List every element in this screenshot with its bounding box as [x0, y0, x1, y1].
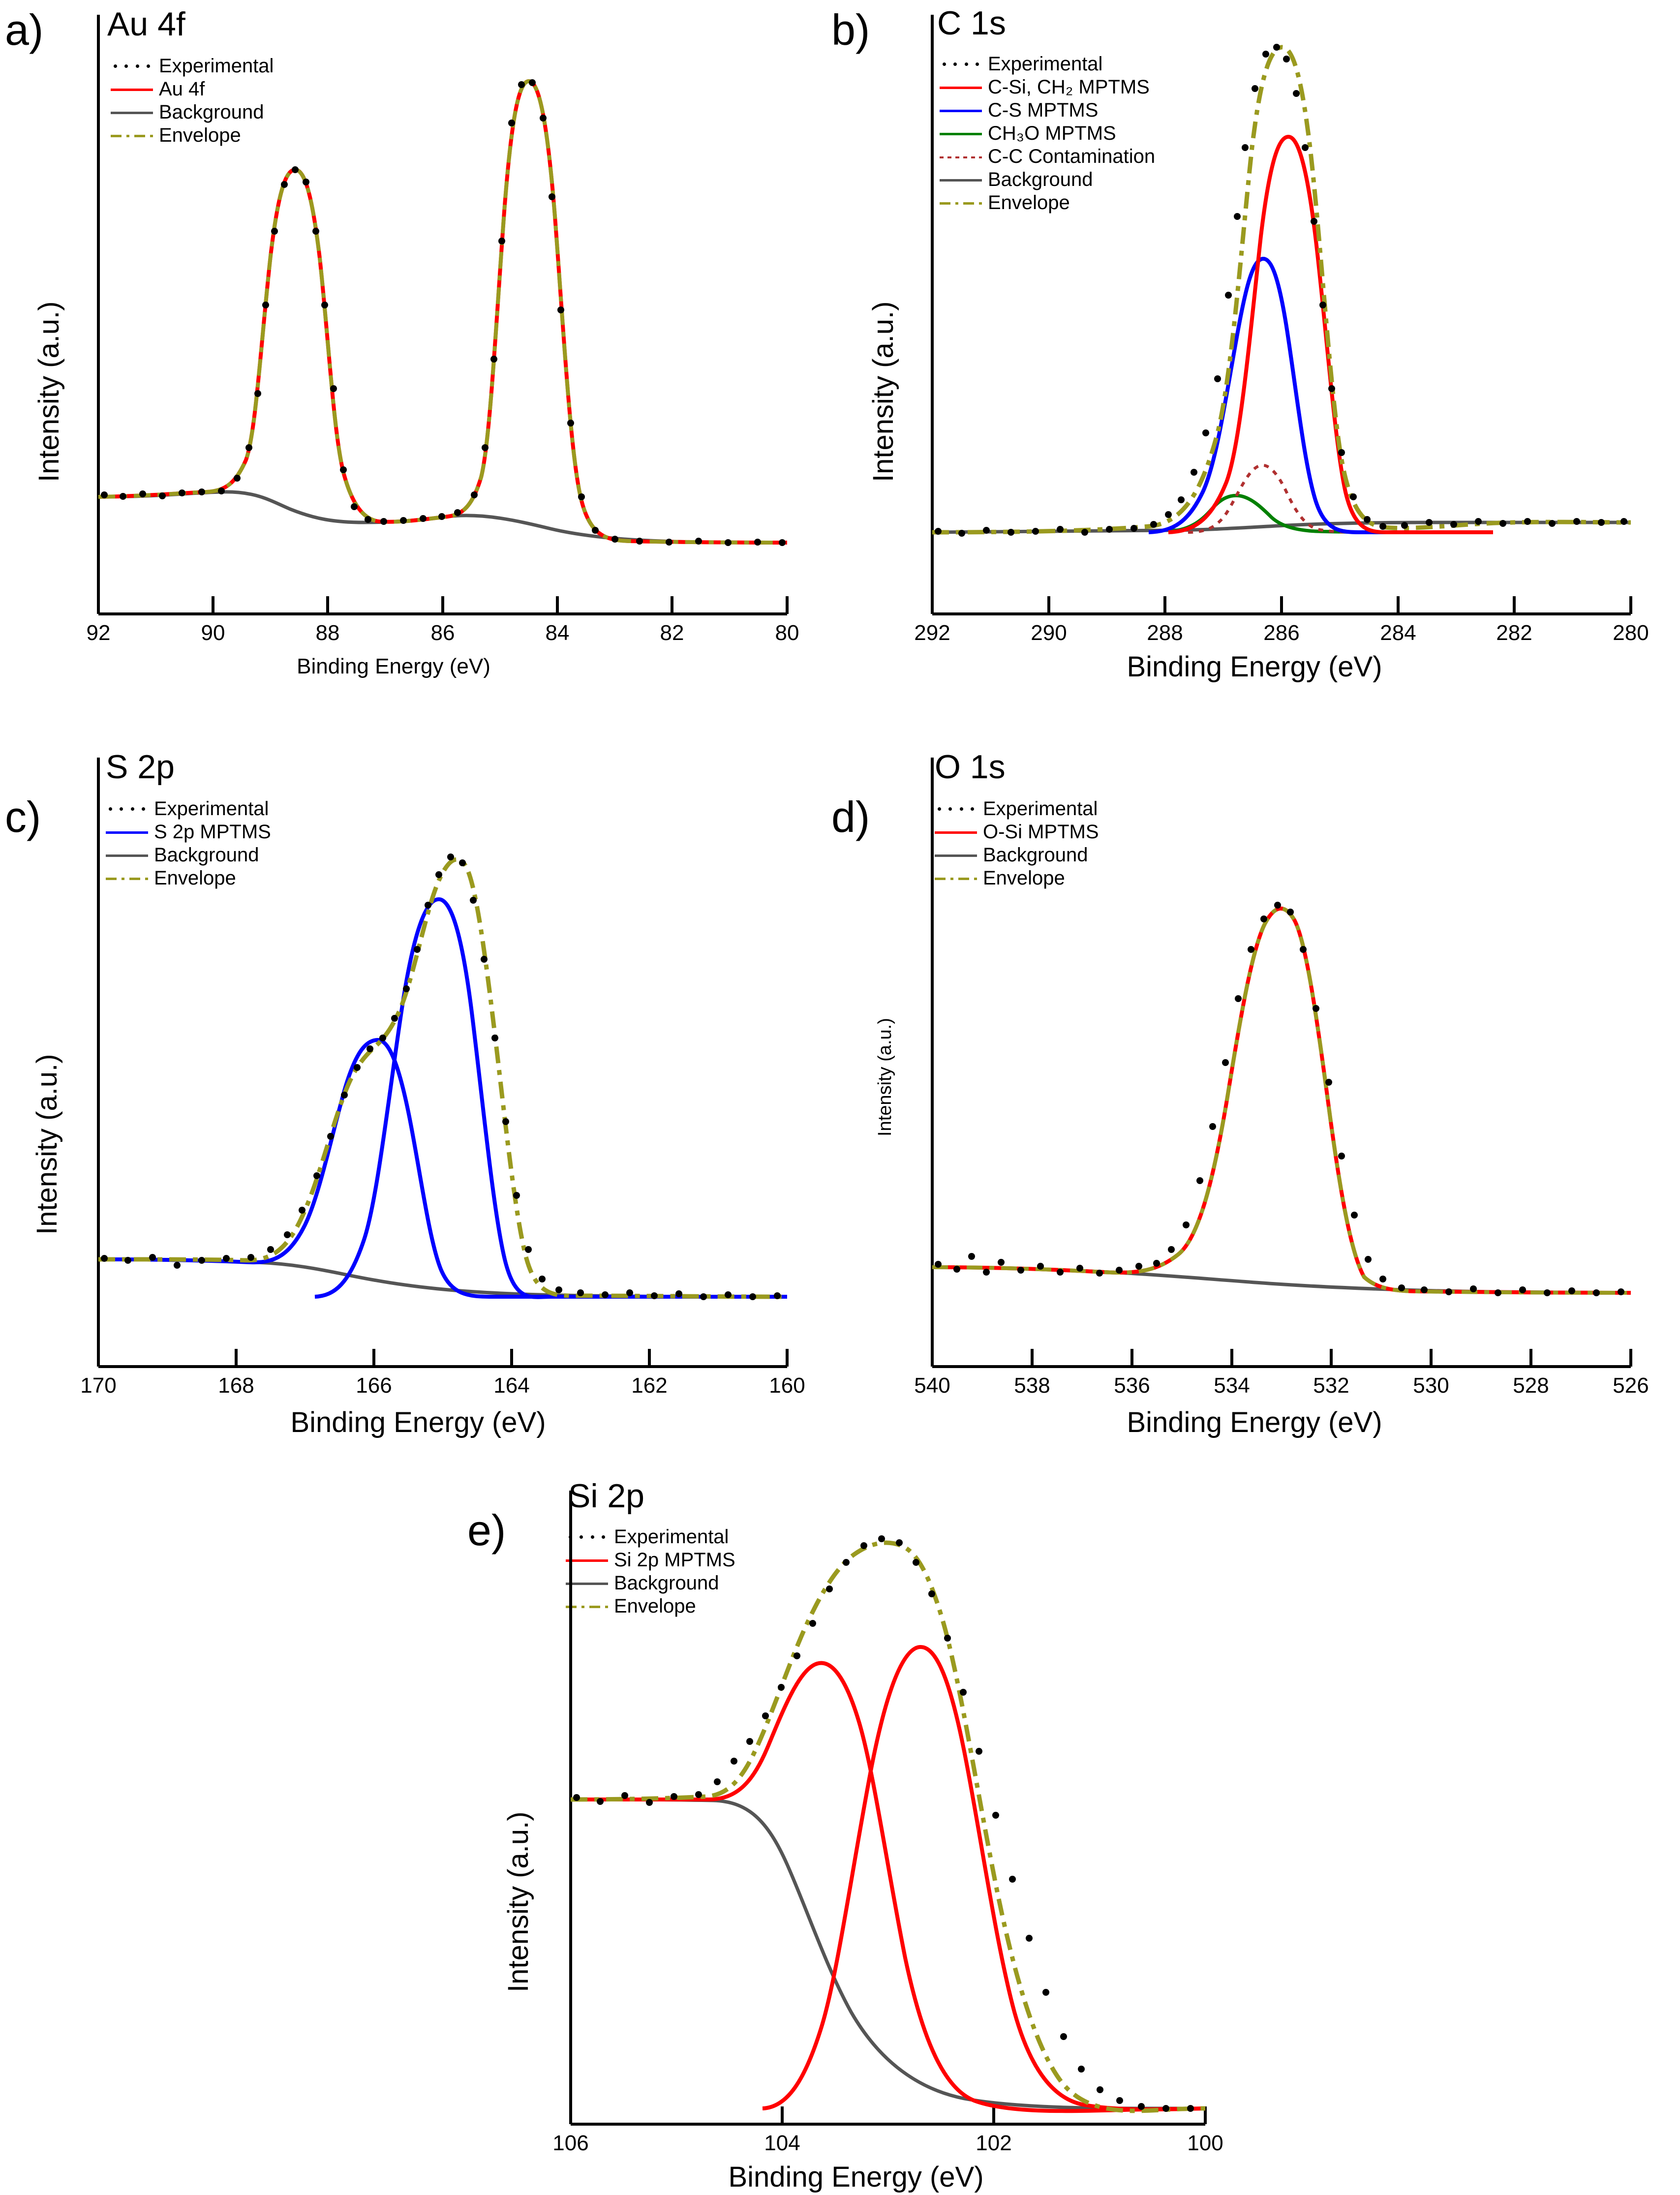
- panel-letter-b: b): [831, 5, 870, 54]
- x-tick: 530: [1413, 1373, 1449, 1398]
- legend-label: Experimental: [983, 798, 1098, 820]
- panel-letter-c: c): [5, 793, 41, 841]
- x-tick: 532: [1313, 1373, 1349, 1398]
- plot-area-c1s: [893, 0, 1670, 640]
- legend-label: Experimental: [159, 55, 274, 77]
- y-axis-title: Intensity (a.u.): [867, 301, 899, 482]
- x-tick: 80: [775, 621, 799, 645]
- x-tick: 538: [1014, 1373, 1050, 1398]
- panel-si2p: [418, 1471, 1353, 2194]
- legend-label: C-C Contamination: [988, 146, 1156, 167]
- x-tick: 536: [1114, 1373, 1150, 1398]
- legend-label: Au 4f: [159, 78, 205, 100]
- x-tick: 168: [218, 1373, 254, 1398]
- legend-label: S 2p MPTMS: [154, 821, 271, 843]
- x-tick: 92: [86, 621, 111, 645]
- panel-letter-e: e): [467, 1506, 506, 1555]
- legend-label: Si 2p MPTMS: [614, 1549, 735, 1571]
- panel-o1s: [831, 738, 1680, 1466]
- x-tick: 540: [914, 1373, 950, 1398]
- legend-label: Background: [988, 169, 1093, 190]
- panel-au4f: [0, 0, 836, 689]
- x-tick: 170: [80, 1373, 117, 1398]
- plot-area-o1s: [893, 743, 1670, 1397]
- legend-label: O-Si MPTMS: [983, 821, 1099, 843]
- panel-letter-a: a): [5, 5, 44, 54]
- core-label-si2p: Si 2p: [568, 1477, 644, 1515]
- x-tick: 282: [1496, 621, 1532, 645]
- core-label-s2p: S 2p: [106, 748, 175, 786]
- legend-label: Envelope: [988, 192, 1070, 213]
- x-tick: 164: [493, 1373, 530, 1398]
- legend-label: Experimental: [154, 798, 269, 820]
- x-tick: 290: [1031, 621, 1067, 645]
- x-tick: 292: [914, 621, 950, 645]
- legend-label: C-Si, CH₂ MPTMS: [988, 76, 1150, 98]
- plot-area-s2p: [59, 743, 826, 1397]
- x-tick: 90: [201, 621, 225, 645]
- legend-label: Background: [614, 1572, 719, 1594]
- y-axis-title: Intensity (a.u.): [875, 1018, 895, 1136]
- x-tick: 86: [430, 621, 455, 645]
- legend-label: Background: [983, 844, 1088, 866]
- y-axis-title: Intensity (a.u.): [502, 1811, 534, 1992]
- x-tick: 288: [1147, 621, 1183, 645]
- core-label-au4f: Au 4f: [107, 5, 185, 43]
- x-tick: 100: [1187, 2131, 1223, 2155]
- legend-label: Experimental: [614, 1526, 729, 1548]
- x-tick: 162: [631, 1373, 668, 1398]
- panel-s2p: [0, 738, 836, 1466]
- x-tick: 534: [1214, 1373, 1250, 1398]
- x-tick: 528: [1513, 1373, 1549, 1398]
- legend-label: CH₃O MPTMS: [988, 122, 1116, 144]
- legend-label: Envelope: [159, 124, 241, 146]
- x-tick: 102: [976, 2131, 1012, 2155]
- x-axis-title: Binding Energy (eV): [1127, 651, 1382, 683]
- x-tick: 106: [552, 2131, 589, 2155]
- legend-label: C-S MPTMS: [988, 99, 1099, 121]
- panel-c1s: [831, 0, 1680, 689]
- x-axis-title: Binding Energy (eV): [297, 654, 490, 678]
- x-tick: 84: [545, 621, 570, 645]
- y-axis-title: Intensity (a.u.): [31, 1054, 63, 1235]
- x-tick: 286: [1263, 621, 1300, 645]
- x-tick: 526: [1613, 1373, 1649, 1398]
- panel-letter-d: d): [831, 793, 870, 841]
- x-tick: 280: [1613, 621, 1649, 645]
- x-axis-title: Binding Energy (eV): [1127, 1406, 1382, 1438]
- x-tick: 104: [764, 2131, 800, 2155]
- legend-label: Envelope: [614, 1595, 696, 1617]
- legend-label: Experimental: [988, 53, 1103, 75]
- x-tick: 88: [315, 621, 340, 645]
- y-axis-title: Intensity (a.u.): [33, 301, 65, 482]
- plot-area-au4f: [59, 0, 826, 640]
- legend-label: Envelope: [983, 867, 1065, 889]
- x-tick: 82: [660, 621, 684, 645]
- legend-label: Envelope: [154, 867, 236, 889]
- x-tick: 160: [769, 1373, 805, 1398]
- core-label-o1s: O 1s: [935, 748, 1006, 786]
- x-axis-title: Binding Energy (eV): [728, 2161, 984, 2193]
- legend-label: Background: [159, 101, 264, 123]
- plot-area-si2p: [531, 1476, 1299, 2160]
- core-label-c1s: C 1s: [937, 4, 1006, 42]
- legend-label: Background: [154, 844, 259, 866]
- x-tick: 284: [1380, 621, 1416, 645]
- x-axis-title: Binding Energy (eV): [290, 1406, 546, 1438]
- x-tick: 166: [356, 1373, 392, 1398]
